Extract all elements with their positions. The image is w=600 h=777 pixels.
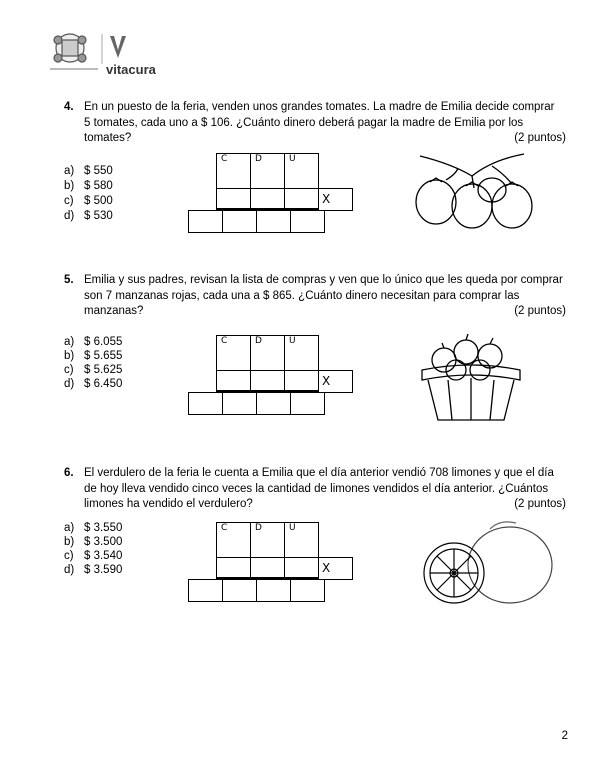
logo-text: vitacura: [106, 62, 156, 77]
grid-cell[interactable]: [222, 579, 257, 602]
question-line: Emilia y sus padres, revisan la lista de compras y ven que lo único que les queda por comprar: [84, 274, 563, 286]
grid-cell[interactable]: [222, 392, 257, 415]
grid-cell[interactable]: [188, 579, 223, 602]
option-a[interactable]: a) $ 550: [64, 165, 113, 177]
question-number: 4.: [64, 101, 74, 113]
grid-cell[interactable]: [290, 392, 325, 415]
question-line: limones ha vendido el verdulero?: [84, 498, 253, 510]
question-line: son 7 manzanas rojas, cada una a $ 865. ¿Cuánto dinero necesitan para comprar las: [84, 289, 520, 302]
grid-cell[interactable]: [256, 392, 291, 415]
points-label: (2 puntos): [514, 132, 566, 144]
question-line: manzanas?: [84, 305, 144, 317]
multiply-sign: X: [322, 561, 331, 575]
multiply-sign: X: [322, 192, 331, 206]
question-number: 6.: [64, 467, 74, 479]
apple-basket-icon: [418, 330, 524, 429]
question-number: 5.: [64, 274, 74, 286]
column-label-c: C: [221, 154, 228, 164]
option-a[interactable]: a) $ 3.550: [64, 522, 123, 534]
grid-cell[interactable]: [188, 392, 223, 415]
option-c[interactable]: c) $ 5.625: [64, 364, 123, 376]
multiplication-grid: [188, 522, 358, 602]
option-a[interactable]: a) $ 6.055: [64, 336, 123, 348]
multiply-sign: X: [322, 374, 331, 388]
points-label: (2 puntos): [514, 498, 566, 510]
option-d[interactable]: d) $ 3.590: [64, 564, 123, 576]
option-c[interactable]: c) $ 500: [64, 195, 113, 207]
option-b[interactable]: b) $ 580: [64, 180, 113, 192]
option-b[interactable]: b) $ 5.655: [64, 350, 123, 362]
column-label-c: C: [221, 336, 228, 346]
result-line: [216, 390, 319, 393]
page-number: 2: [561, 730, 568, 742]
column-label-u: U: [289, 523, 296, 533]
result-line: [216, 577, 319, 580]
points-label: (2 puntos): [514, 305, 566, 317]
tomatoes-icon: [412, 150, 550, 239]
question-text: [84, 466, 566, 513]
multiplication-grid: [188, 153, 358, 233]
multiplication-grid: [188, 335, 358, 415]
option-c[interactable]: c) $ 3.540: [64, 550, 123, 562]
question-text: [84, 273, 566, 320]
option-b[interactable]: b) $ 3.500: [64, 536, 123, 548]
grid-cell[interactable]: [256, 579, 291, 602]
column-label-d: D: [255, 154, 262, 164]
lemons-icon: [420, 515, 556, 612]
column-label-u: U: [289, 154, 296, 164]
column-label-d: D: [255, 336, 262, 346]
option-d[interactable]: d) $ 530: [64, 210, 113, 222]
column-label-c: C: [221, 523, 228, 533]
grid-cell[interactable]: [290, 579, 325, 602]
question-line: tomates?: [84, 132, 132, 144]
column-label-d: D: [255, 523, 262, 533]
column-label-u: U: [289, 336, 296, 346]
question-text: [84, 100, 566, 147]
question-line: 5 tomates, cada uno a $ 106. ¿Cuánto dinero deberá pagar la madre de Emilia por los: [84, 116, 524, 129]
question-line: En un puesto de la feria, venden unos grandes tomates. La madre de Emilia decide comprar: [84, 101, 555, 113]
grid-cell[interactable]: [256, 210, 291, 233]
grid-cell[interactable]: [222, 210, 257, 233]
question-line: de hoy lleva vendido cinco veces la cantidad de limones vendidos el día anterior. ¿Cuántos: [84, 482, 549, 495]
question-line: El verdulero de la feria le cuenta a Emilia que el día anterior vendió 708 limones y que el día: [84, 467, 554, 479]
result-line: [216, 208, 319, 211]
option-d[interactable]: d) $ 6.450: [64, 378, 123, 390]
grid-cell[interactable]: [188, 210, 223, 233]
grid-cell[interactable]: [290, 210, 325, 233]
